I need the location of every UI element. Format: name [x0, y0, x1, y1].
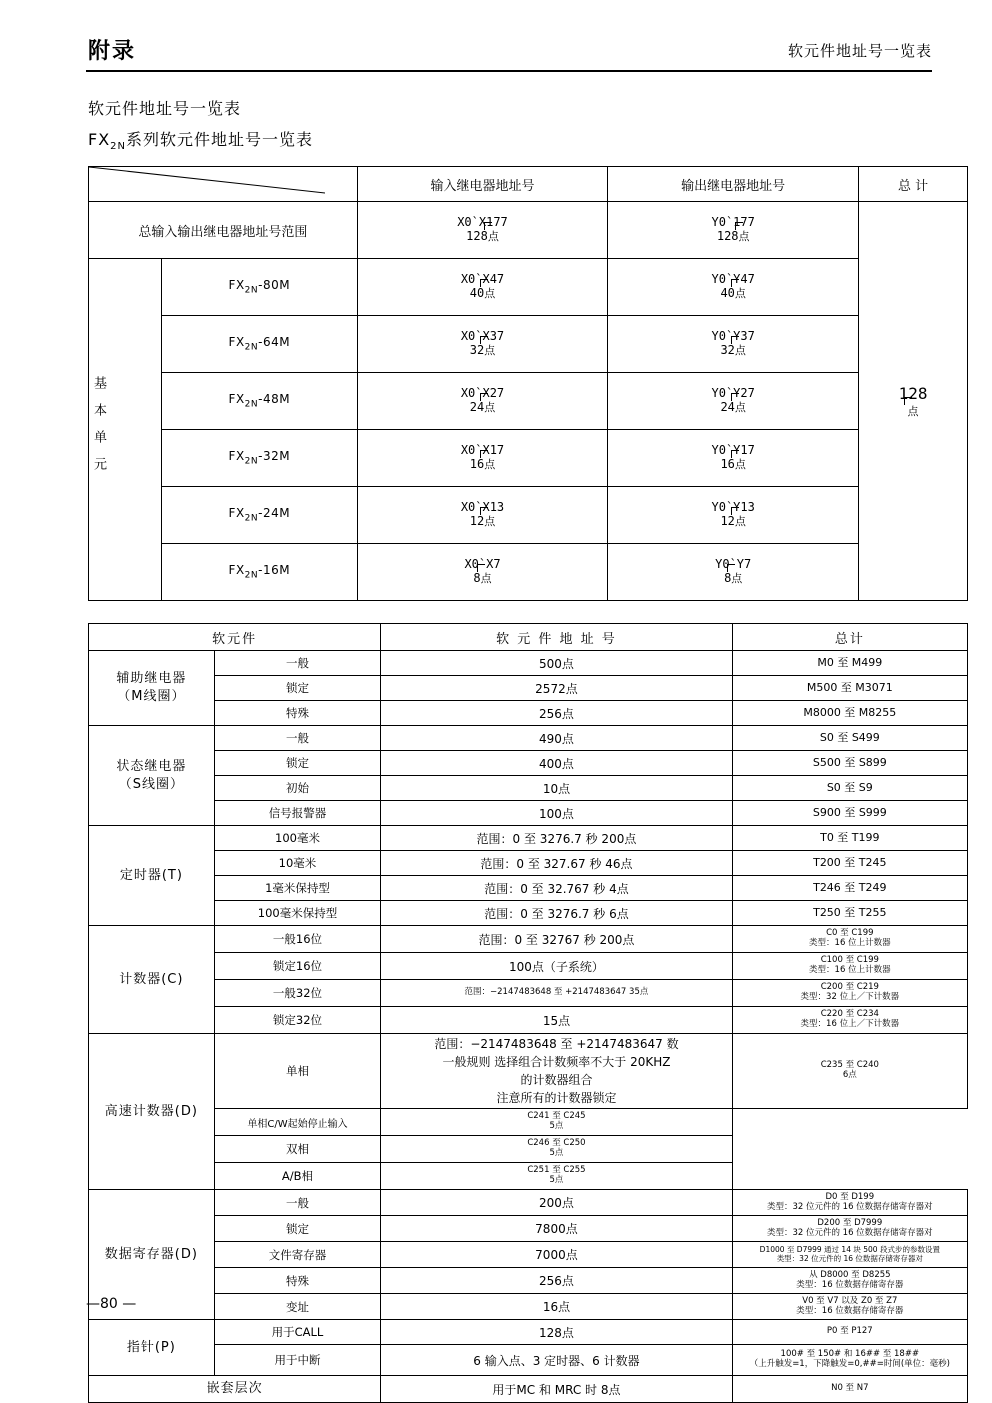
device-subtype: 文件寄存器 — [214, 1242, 381, 1268]
device-subtype: 信号报警器 — [214, 801, 381, 826]
col-header-total: 总计 — [732, 624, 967, 651]
table-row — [89, 851, 968, 876]
device-total: M0 至 M499 — [732, 651, 967, 676]
total-range-output-addr: Y0`177 — [711, 214, 755, 229]
model-output-count: 40点 — [720, 286, 746, 301]
device-subtype: 用于中断 — [214, 1345, 381, 1376]
device-subtype: 10毫米 — [214, 851, 381, 876]
device-subtype: 特殊 — [214, 1268, 381, 1294]
header-rule — [86, 70, 932, 72]
header-right-title: 软元件地址号一览表 — [787, 42, 932, 60]
table-row — [89, 953, 968, 980]
device-total: D200 至 D7999 类型：32 位元件的 16 位数据存储寄存器对 — [732, 1216, 967, 1242]
device-subtype: 一般 — [214, 1190, 381, 1216]
device-total: C251 至 C255 5点 — [381, 1163, 732, 1190]
model-output-cell — [608, 430, 859, 487]
table-row — [89, 651, 968, 676]
model-input-count: 12点 — [469, 514, 496, 529]
total-range-label: 总输入输出继电器地址号范围 — [89, 202, 358, 259]
io-relay-table — [88, 166, 968, 601]
model-output-addr: Y0`Y47 — [711, 271, 755, 286]
model-input-addr: X0`X17 — [460, 442, 505, 457]
table-row — [89, 676, 968, 701]
header-left-title: 附录 — [88, 39, 137, 64]
device-value: 2572点 — [381, 676, 732, 701]
device-subtype: 单相 — [214, 1034, 381, 1109]
model-output-addr: Y0`Y13 — [711, 499, 755, 514]
device-subtype: 特殊 — [214, 701, 381, 726]
total-range-input-addr: X0`X177 — [457, 214, 508, 229]
table-row — [89, 1376, 968, 1403]
device-group-timer: 定时器(T) — [89, 826, 215, 926]
model-input-cell — [357, 487, 608, 544]
table-row — [89, 826, 968, 851]
table-row — [89, 487, 968, 544]
device-subtype: 100毫米保持型 — [214, 901, 381, 926]
base-unit-group-label: 基本单元 — [89, 259, 162, 601]
table-row — [89, 980, 968, 1007]
device-total: V0 至 V7 以及 Z0 至 Z7 类型：16 位数据存储寄存器 — [732, 1294, 967, 1320]
model-input-count: 24点 — [469, 400, 496, 415]
device-total: C200 至 C219 类型：32 位上／下计数器 — [732, 980, 967, 1007]
col-header-device: 软元件 — [89, 624, 381, 651]
model-input-cell — [357, 259, 608, 316]
device-group-data-register: 数据寄存器(D) — [89, 1190, 215, 1320]
model-input-cell — [357, 430, 608, 487]
device-value-merged: 范围：−2147483648 至 +2147483647 数 一般规则 选择组合计数频率不大于 20KHZ 的计数器组合 注意所有的计数器锁定 — [381, 1034, 732, 1109]
model-input-addr: X0`X27 — [460, 385, 505, 400]
model-output-count: 8点 — [724, 571, 743, 586]
device-total: C235 至 C240 6点 — [732, 1034, 967, 1109]
table-header-row — [89, 167, 968, 202]
page-number: —80 — — [86, 1296, 137, 1312]
model-output-cell — [608, 259, 859, 316]
device-value: 范围：0 至 327.67 秒 46点 — [381, 851, 732, 876]
model-output-count: 12点 — [720, 514, 746, 529]
model-output-addr: Y0`Y37 — [711, 328, 755, 343]
device-subtype: 用于CALL — [214, 1320, 381, 1345]
table-row — [89, 726, 968, 751]
device-subtype: 锁定 — [214, 751, 381, 776]
device-subtype: 一般32位 — [214, 980, 381, 1007]
grand-total-value: 128 — [898, 383, 928, 403]
device-value: 范围：−2147483648 至 +2147483647 35点 — [381, 980, 732, 1007]
device-value: 范围：0 至 32767 秒 200点 — [381, 926, 732, 953]
table-row — [89, 1136, 968, 1163]
total-range-input-count: 128点 — [466, 229, 499, 244]
model-output-cell — [608, 316, 859, 373]
device-total: M500 至 M3071 — [732, 676, 967, 701]
device-total: T0 至 T199 — [732, 826, 967, 851]
device-group-state-relay: 状态继电器 （S线圈） — [89, 726, 215, 826]
device-value: 400点 — [381, 751, 732, 776]
total-range-input — [357, 202, 608, 259]
device-value: 范围：0 至 3276.7 秒 200点 — [381, 826, 732, 851]
nest-level-total: N0 至 N7 — [732, 1376, 967, 1403]
total-range-output-count: 128点 — [716, 229, 750, 244]
table-row — [89, 1109, 968, 1136]
device-total: C220 至 C234 类型：16 位上／下计数器 — [732, 1007, 967, 1034]
table-row — [89, 316, 968, 373]
device-total: C100 至 C199 类型：16 位上计数器 — [732, 953, 967, 980]
device-value: 256点 — [381, 1268, 732, 1294]
device-value: 500点 — [381, 651, 732, 676]
col-header-address: 软 元 件 地 址 号 — [381, 624, 732, 651]
model-name: $FX_{2N}-64M$ — [161, 316, 357, 373]
device-subtype: 1毫米保持型 — [214, 876, 381, 901]
model-output-cell — [608, 373, 859, 430]
device-subtype: 一般 — [214, 726, 381, 751]
table-row — [89, 259, 968, 316]
device-group-aux-relay: 辅助继电器 （M线圈） — [89, 651, 215, 726]
device-subtype: 一般16位 — [214, 926, 381, 953]
device-total: 100# 至 150# 和 16## 至 18## （上升触发=1，下降触发=0,##=时间(单位：毫秒) — [732, 1345, 967, 1376]
device-total: C246 至 C250 5点 — [381, 1136, 732, 1163]
table-row — [89, 1163, 968, 1190]
model-name: $FX_{2N}-32M$ — [161, 430, 357, 487]
subsection-title-post: 系列软元件地址号一览表 — [126, 130, 314, 149]
model-output-count: 32点 — [720, 343, 746, 358]
device-value: 6 输入点、3 定时器、6 计数器 — [381, 1345, 732, 1376]
device-group-counter: 计数器(C) — [89, 926, 215, 1034]
model-input-count: 32点 — [469, 343, 496, 358]
model-output-addr: Y0`Y27 — [711, 385, 755, 400]
device-value: 100点 — [381, 801, 732, 826]
model-input-count: 16点 — [469, 457, 496, 472]
subsection-title — [88, 127, 932, 152]
table-row — [89, 1190, 968, 1216]
table-row — [89, 1242, 968, 1268]
model-input-addr: X0`X7 — [464, 556, 501, 571]
device-total: T250 至 T255 — [732, 901, 967, 926]
device-total: S500 至 S899 — [732, 751, 967, 776]
table-row — [89, 1034, 968, 1109]
model-input-count: 8点 — [473, 571, 492, 586]
device-total: 从 D8000 至 D8255 类型：16 位数据存储寄存器 — [732, 1268, 967, 1294]
model-input-addr: X0`X47 — [460, 271, 505, 286]
device-total: T200 至 T245 — [732, 851, 967, 876]
device-subtype: 单相C/W起始停止输入 — [214, 1109, 381, 1136]
device-group-high-speed-counter: 高速计数器(D) — [89, 1034, 215, 1190]
device-subtype: 双相 — [214, 1136, 381, 1163]
device-total: D0 至 D199 类型：32 位元件的 16 位数据存储寄存器对 — [732, 1190, 967, 1216]
model-output-addr: Y0`Y7 — [715, 556, 752, 571]
model-output-addr: Y0`Y17 — [711, 442, 755, 457]
device-value: 16点 — [381, 1294, 732, 1320]
model-input-cell — [357, 544, 608, 601]
col-header-total: 总 计 — [859, 167, 968, 202]
device-value: 490点 — [381, 726, 732, 751]
table-row — [89, 801, 968, 826]
device-subtype: 锁定32位 — [214, 1007, 381, 1034]
device-total: S0 至 S9 — [732, 776, 967, 801]
nest-level-label: 嵌套层次 — [89, 1376, 381, 1403]
table-row — [89, 1007, 968, 1034]
model-input-count: 40点 — [469, 286, 496, 301]
table-row — [89, 202, 968, 259]
total-range-output — [608, 202, 859, 259]
table-row — [89, 1320, 968, 1345]
table-row — [89, 901, 968, 926]
grand-total-unit: 点 — [907, 404, 919, 418]
table-row — [89, 776, 968, 801]
nest-level-value: 用于MC 和 MRC 时 8点 — [381, 1376, 732, 1403]
device-value: 10点 — [381, 776, 732, 801]
table-row — [89, 430, 968, 487]
device-value: 范围：0 至 3276.7 秒 6点 — [381, 901, 732, 926]
device-address-table — [88, 623, 968, 1403]
device-value: 7800点 — [381, 1216, 732, 1242]
device-total: C0 至 C199 类型：16 位上计数器 — [732, 926, 967, 953]
device-value: 256点 — [381, 701, 732, 726]
col-header-input: 输入继电器地址号 — [357, 167, 608, 202]
table-corner-cell — [89, 167, 358, 202]
device-total: T246 至 T249 — [732, 876, 967, 901]
section-title: 软元件地址号一览表 — [88, 99, 242, 118]
table-row — [89, 926, 968, 953]
model-input-addr: X0`X37 — [460, 328, 505, 343]
device-subtype: 锁定 — [214, 1216, 381, 1242]
table-row — [89, 544, 968, 601]
model-name: $FX_{2N}-80M$ — [161, 259, 357, 316]
model-output-count: 24点 — [720, 400, 746, 415]
device-subtype: 初始 — [214, 776, 381, 801]
device-subtype: A/B相 — [214, 1163, 381, 1190]
device-value: 范围：0 至 32.767 秒 4点 — [381, 876, 732, 901]
device-total: P0 至 P127 — [732, 1320, 967, 1345]
model-input-cell — [357, 316, 608, 373]
table-row — [89, 701, 968, 726]
model-input-addr: X0`X13 — [460, 499, 505, 514]
device-subtype: 锁定16位 — [214, 953, 381, 980]
model-name: $FX_{2N}-48M$ — [161, 373, 357, 430]
table-row — [89, 1268, 968, 1294]
device-subtype: 100毫米 — [214, 826, 381, 851]
device-total: S0 至 S499 — [732, 726, 967, 751]
device-total: S900 至 S999 — [732, 801, 967, 826]
model-output-count: 16点 — [720, 457, 746, 472]
device-subtype: 锁定 — [214, 676, 381, 701]
device-value: 7000点 — [381, 1242, 732, 1268]
device-value: 128点 — [381, 1320, 732, 1345]
table-header-row — [89, 624, 968, 651]
table-row — [89, 1294, 968, 1320]
page-header — [60, 34, 932, 74]
device-group-pointer: 指针(P) — [89, 1320, 215, 1376]
table-row — [89, 751, 968, 776]
device-subtype: 一般 — [214, 651, 381, 676]
device-value: 200点 — [381, 1190, 732, 1216]
table-row — [89, 1216, 968, 1242]
grand-total-cell — [859, 202, 968, 601]
subsection-title-sub: 2N — [110, 141, 127, 153]
model-name: $FX_{2N}-16M$ — [161, 544, 357, 601]
table-row — [89, 876, 968, 901]
subsection-title-pre: FX — [88, 130, 111, 149]
device-total: D1000 至 D7999 通过 14 块 500 段式步的参数设置 类型：32 位元件的 16 位数据存储寄存器对 — [732, 1242, 967, 1268]
col-header-output: 输出继电器地址号 — [608, 167, 859, 202]
device-subtype: 变址 — [214, 1294, 381, 1320]
device-value: 100点（子系统） — [381, 953, 732, 980]
device-total: C241 至 C245 5点 — [381, 1109, 732, 1136]
table-row — [89, 1345, 968, 1376]
model-name: $FX_{2N}-24M$ — [161, 487, 357, 544]
model-output-cell — [608, 544, 859, 601]
device-value: 15点 — [381, 1007, 732, 1034]
device-total: M8000 至 M8255 — [732, 701, 967, 726]
model-output-cell — [608, 487, 859, 544]
model-input-cell — [357, 373, 608, 430]
table-row — [89, 373, 968, 430]
